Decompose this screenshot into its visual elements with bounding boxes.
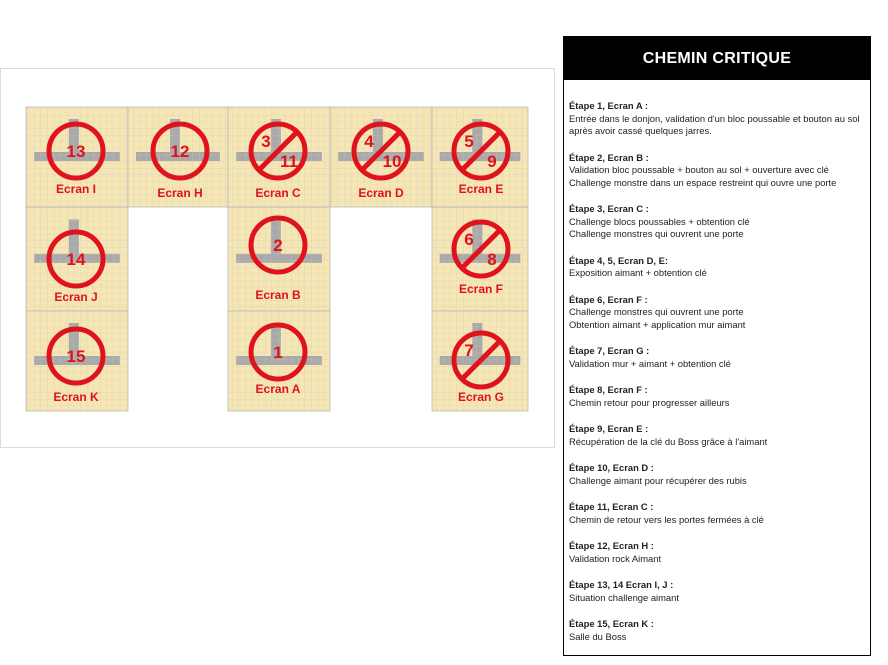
step-item (569, 255, 865, 280)
step-title: Étape 11, Ecran C : (569, 501, 654, 512)
step-item (569, 100, 865, 138)
step-number: 14 (66, 250, 86, 269)
step-description: Challenge monstre dans un espace restreint qui ouvre une porte (569, 176, 837, 188)
step-item (569, 501, 865, 526)
screen-label: Ecran D (358, 186, 404, 200)
dungeon-map-svg (1, 69, 556, 449)
step-title: Étape 1, Ecran A : (569, 100, 649, 111)
step-item (569, 462, 865, 487)
step-number: 7 (464, 341, 474, 360)
dungeon-map (0, 68, 555, 448)
step-number: 11 (280, 152, 298, 171)
step-number: 3 (261, 132, 271, 151)
screen-label: Ecran C (255, 186, 301, 200)
screen-label: Ecran A (255, 382, 301, 396)
step-title: Étape 7, Ecran G : (569, 345, 650, 356)
step-description: Entrée dans le donjon, validation d'un bloc poussable et bouton au sol après avoir cassé quelques jarres. (569, 112, 860, 136)
step-number: 1 (273, 343, 283, 362)
step-description: Challenge monstres qui ouvrent une porte (569, 228, 744, 239)
screen-label: Ecran J (54, 290, 98, 304)
step-item (569, 423, 865, 448)
critical-path-panel (563, 36, 871, 656)
step-description: Exposition aimant + obtention clé (569, 267, 707, 278)
step-item (569, 579, 865, 604)
step-item (569, 345, 865, 370)
step-item (569, 540, 865, 565)
step-description: Récupération de la clé du Boss grâce à l'aimant (569, 435, 768, 447)
step-description: Salle du Boss (569, 630, 627, 642)
step-number: 4 (364, 132, 374, 151)
screen-label: Ecran I (55, 182, 97, 196)
step-description: Validation rock Aimant (569, 552, 662, 564)
step-item (569, 618, 865, 643)
step-number: 15 (66, 347, 86, 366)
screen-label: Ecran B (255, 288, 301, 302)
step-number: 12 (170, 142, 190, 161)
step-number: 9 (487, 152, 497, 171)
step-description: Situation challenge aimant (569, 591, 679, 603)
step-title: Étape 3, Ecran C : (569, 203, 649, 214)
step-item (569, 152, 865, 190)
step-description: Challenge blocs poussables + obtention clé (569, 215, 750, 227)
step-title: Étape 2, Ecran B : (569, 151, 649, 163)
screen-label: Ecran E (458, 182, 504, 196)
step-title: Étape 6, Ecran F : (569, 293, 648, 305)
step-description: Obtention aimant + application mur aimant (569, 318, 746, 330)
screen-label: Ecran K (53, 390, 99, 404)
step-number: 5 (464, 132, 474, 151)
step-title: Étape 13, 14 Ecran I, J : (569, 579, 674, 590)
step-item (569, 384, 865, 409)
step-number: 8 (487, 250, 497, 269)
step-item (569, 203, 865, 241)
step-item (569, 294, 865, 332)
step-title: Étape 9, Ecran E : (569, 423, 649, 434)
panel-title: CHEMIN CRITIQUE (564, 37, 870, 80)
step-title: Étape 8, Ecran F : (569, 384, 648, 395)
step-description: Validation mur + aimant + obtention clé (569, 357, 731, 369)
step-description: Challenge monstres qui ouvrent une porte (569, 306, 744, 317)
steps-list (564, 80, 870, 643)
screen-label: Ecran F (458, 282, 504, 296)
screen-label: Ecran H (157, 186, 203, 200)
step-title: Étape 12, Ecran H : (569, 540, 654, 551)
step-description: Chemin de retour vers les portes fermées à clé (569, 513, 764, 525)
step-title: Étape 10, Ecran D : (569, 462, 654, 473)
step-description: Chemin retour pour progresser ailleurs (569, 396, 730, 408)
step-title: Étape 4, 5, Ecran D, E: (569, 254, 668, 266)
screen-label: Ecran G (457, 390, 505, 404)
step-title: Étape 15, Ecran K : (569, 618, 654, 629)
step-number: 6 (464, 230, 474, 249)
step-number: 13 (66, 142, 86, 161)
step-number: 10 (382, 152, 402, 171)
step-description: Validation bloc poussable + bouton au sol + ouverture avec clé (569, 164, 829, 175)
step-number: 2 (273, 236, 283, 255)
step-description: Challenge aimant pour récupérer des rubis (569, 474, 747, 486)
